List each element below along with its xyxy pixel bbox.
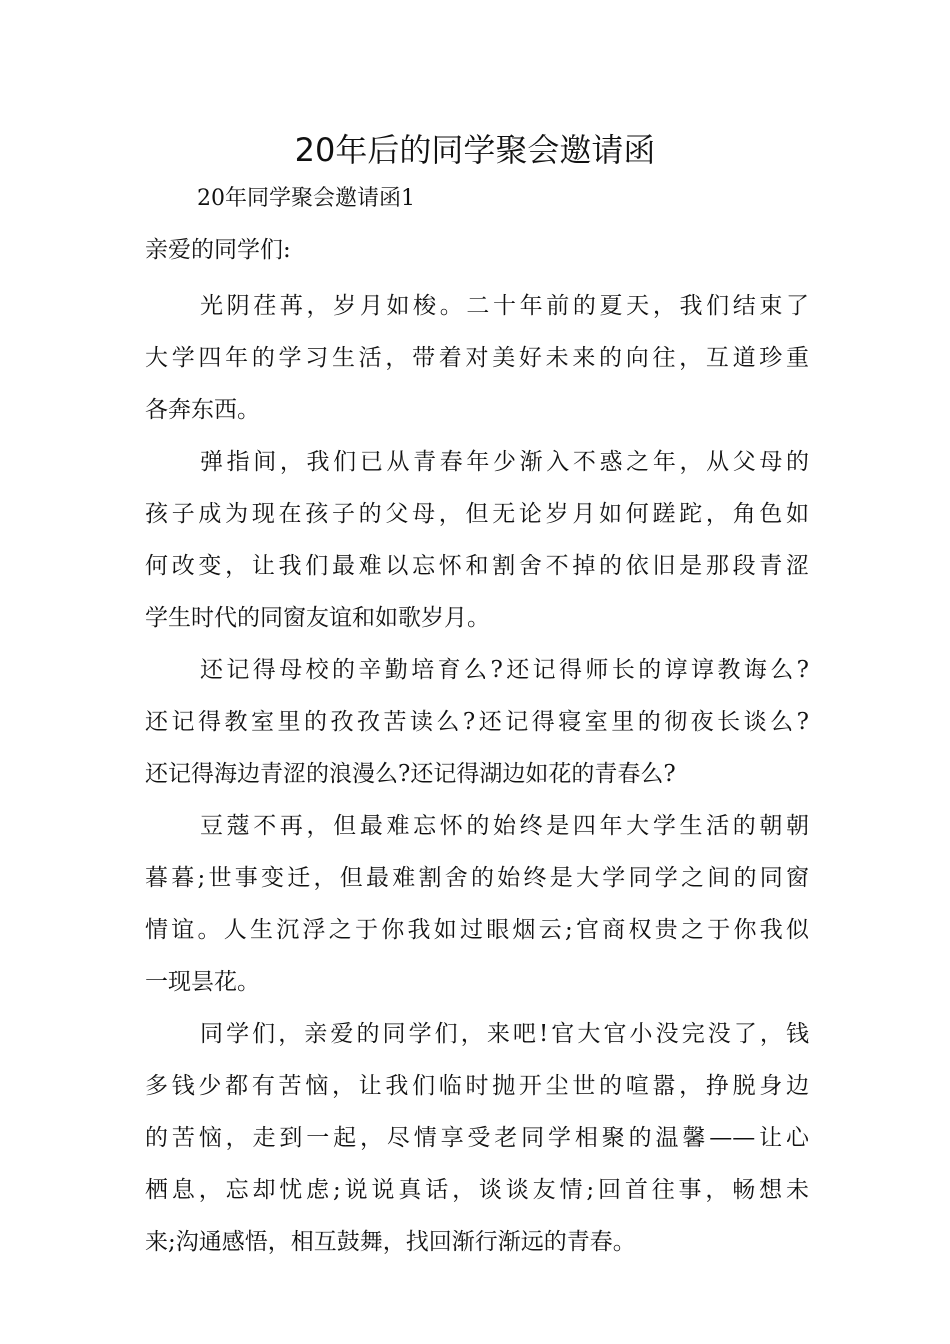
text-line: 来;沟通感悟，相互鼓舞，找回渐行渐远的青春。: [145, 1229, 636, 1255]
paragraph-4: [145, 800, 809, 1008]
text-line: 还记得教室里的孜孜苦读么?还记得寝室里的彻夜长谈么?: [145, 709, 809, 735]
paragraph-3: [145, 644, 809, 800]
text-line: 还记得母校的辛勤培育么?还记得师长的谆谆教诲么?: [200, 657, 809, 683]
text-line: 一现昙花。: [145, 969, 260, 995]
document-subtitle: 20年同学聚会邀请函1: [197, 186, 415, 211]
text-line: 还记得海边青涩的浪漫么?还记得湖边如花的青春么?: [145, 761, 676, 787]
text-line: 各奔东西。: [145, 397, 260, 423]
text-line: 孩子成为现在孩子的父母，但无论岁月如何蹉跎，角色如: [145, 501, 809, 527]
text-line: 栖息，忘却忧虑;说说真话，谈谈友情;回首往事，畅想未: [145, 1177, 809, 1203]
text-line: 的苦恼，走到一起，尽情享受老同学相聚的温馨——让心: [145, 1125, 809, 1151]
text-line: 豆蔻不再，但最难忘怀的始终是四年大学生活的朝朝: [200, 813, 809, 839]
text-line: 暮暮;世事变迁，但最难割舍的始终是大学同学之间的同窗: [145, 865, 809, 891]
text-line: 何改变，让我们最难以忘怀和割舍不掉的依旧是那段青涩: [145, 553, 809, 579]
text-line: 大学四年的学习生活，带着对美好未来的向往，互道珍重: [145, 345, 809, 371]
text-line: 多钱少都有苦恼，让我们临时抛开尘世的喧嚣，挣脱身边: [145, 1073, 809, 1099]
text-line: 光阴荏苒，岁月如梭。二十年前的夏天，我们结束了: [200, 293, 809, 319]
paragraph-5: [145, 1008, 809, 1268]
text-line: 学生时代的同窗友谊和如歌岁月。: [145, 605, 490, 631]
paragraph-2: [145, 436, 809, 644]
document-title: 20年后的同学聚会邀请函: [294, 131, 656, 169]
salutation: 亲爱的同学们:: [145, 237, 291, 263]
letter-body: [145, 280, 809, 1268]
text-line: 情谊。人生沉浮之于你我如过眼烟云;官商权贵之于你我似: [145, 917, 809, 943]
text-line: 弹指间，我们已从青春年少渐入不惑之年，从父母的: [200, 449, 809, 475]
paragraph-1: [145, 280, 809, 436]
text-line: 同学们，亲爱的同学们，来吧!官大官小没完没了，钱: [200, 1021, 809, 1047]
